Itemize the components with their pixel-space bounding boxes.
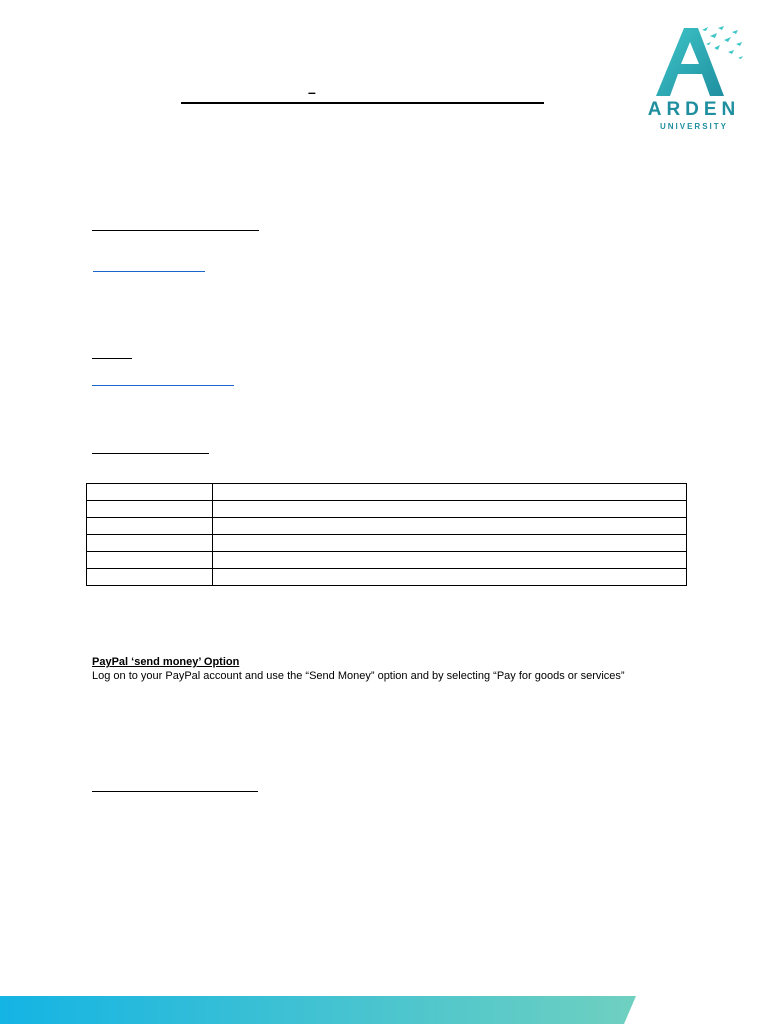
payment-details-table	[86, 483, 687, 586]
table-row	[87, 518, 687, 535]
table-cell	[87, 484, 213, 501]
table-cell	[213, 518, 687, 535]
table-cell	[213, 535, 687, 552]
table-cell	[213, 569, 687, 586]
table-row	[87, 552, 687, 569]
section-heading-underline-3	[92, 453, 209, 454]
logo-wordmark: ARDEN	[647, 99, 741, 120]
table-row	[87, 535, 687, 552]
table-cell	[87, 535, 213, 552]
paypal-option-heading: PayPal ‘send money’ Option	[92, 656, 240, 668]
section-heading-underline-1	[92, 230, 259, 231]
paypal-option-instructions: Log on to your PayPal account and use the “Send Money” option and by selecting “Pay for goods or services”	[92, 670, 625, 682]
document-title-underline	[181, 102, 544, 104]
document-title-dash: –	[308, 84, 316, 100]
table-cell	[87, 569, 213, 586]
table-cell	[213, 552, 687, 569]
logo-subtitle: UNIVERSITY	[659, 122, 728, 131]
table-cell	[87, 552, 213, 569]
table-cell	[213, 501, 687, 518]
table-row	[87, 501, 687, 518]
footer-gradient-band	[0, 996, 768, 1024]
arden-university-logo	[640, 22, 748, 134]
arden-logo-mark-icon	[640, 22, 748, 102]
section-heading-underline-2	[92, 358, 132, 359]
email-link-underline[interactable]	[93, 271, 205, 272]
table-cell	[87, 501, 213, 518]
table-row	[87, 484, 687, 501]
section-heading-underline-4	[92, 791, 258, 792]
table-cell	[87, 518, 213, 535]
table-row	[87, 569, 687, 586]
table-cell	[213, 484, 687, 501]
website-link-underline[interactable]	[92, 385, 234, 386]
